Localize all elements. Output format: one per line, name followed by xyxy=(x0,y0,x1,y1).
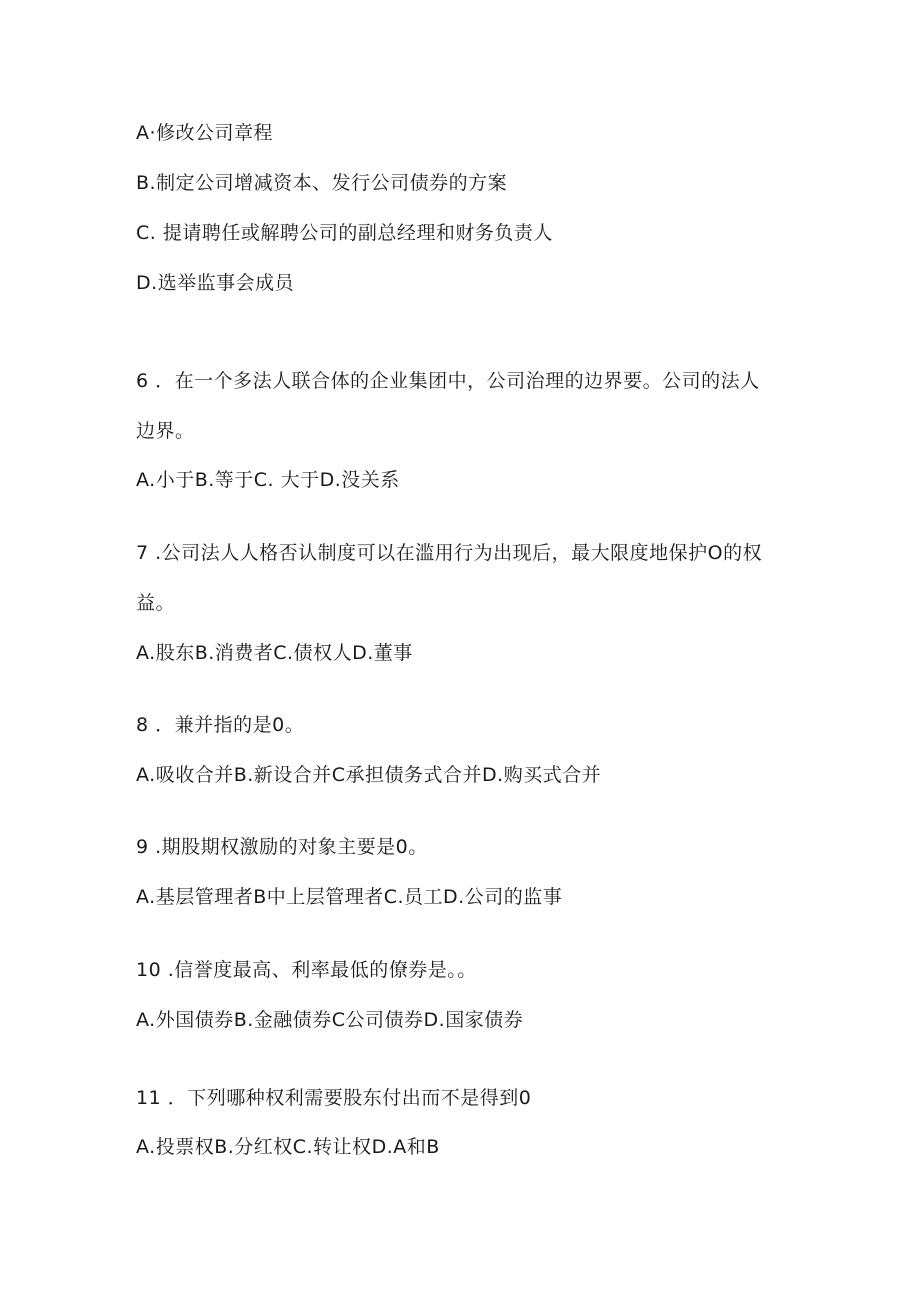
q5-option-b: B.制定公司增减资本、发行公司债券的方案 xyxy=(136,172,508,194)
q11-options: A.投票权B.分红权C.转让权D.A和B xyxy=(136,1136,440,1158)
q6-stem-line1: 6 ．在一个多法人联合体的企业集团中，公司治理的边界要。公司的法人 xyxy=(136,370,760,392)
q6-stem-line2: 边界。 xyxy=(136,420,195,442)
q7-stem-line2: 益。 xyxy=(136,592,176,614)
q8-stem: 8 ．兼并指的是0。 xyxy=(136,714,305,736)
q7-options: A.股东B.消费者C.债权人D.董事 xyxy=(136,642,413,664)
q5-option-c: C. 提请聘任或解聘公司的副总经理和财务负责人 xyxy=(136,222,553,244)
q5-option-a: A·修改公司章程 xyxy=(136,122,274,144)
q6-options: A.小于B.等于C. 大于D.没关系 xyxy=(136,469,400,491)
q8-options: A.吸收合并B.新设合并C承担债务式合并D.购买式合并 xyxy=(136,764,602,786)
q9-stem: 9 .期股期权激励的对象主要是0。 xyxy=(136,836,428,858)
q7-stem-line1: 7 .公司法人人格否认制度可以在滥用行为出现后，最大限度地保护O的权 xyxy=(136,542,763,564)
q11-stem: 11 ．下列哪种权利需要股东付出而不是得到0 xyxy=(136,1087,532,1109)
q9-options: A.基层管理者B中上层管理者C.员工D.公司的监事 xyxy=(136,886,563,908)
q10-stem: 10 .信誉度最高、利率最低的僚券是。。 xyxy=(136,959,477,981)
q10-options: A.外国债券B.金融债券C公司债券D.国家债券 xyxy=(136,1009,524,1031)
q5-option-d: D.选举监事会成员 xyxy=(136,272,295,294)
